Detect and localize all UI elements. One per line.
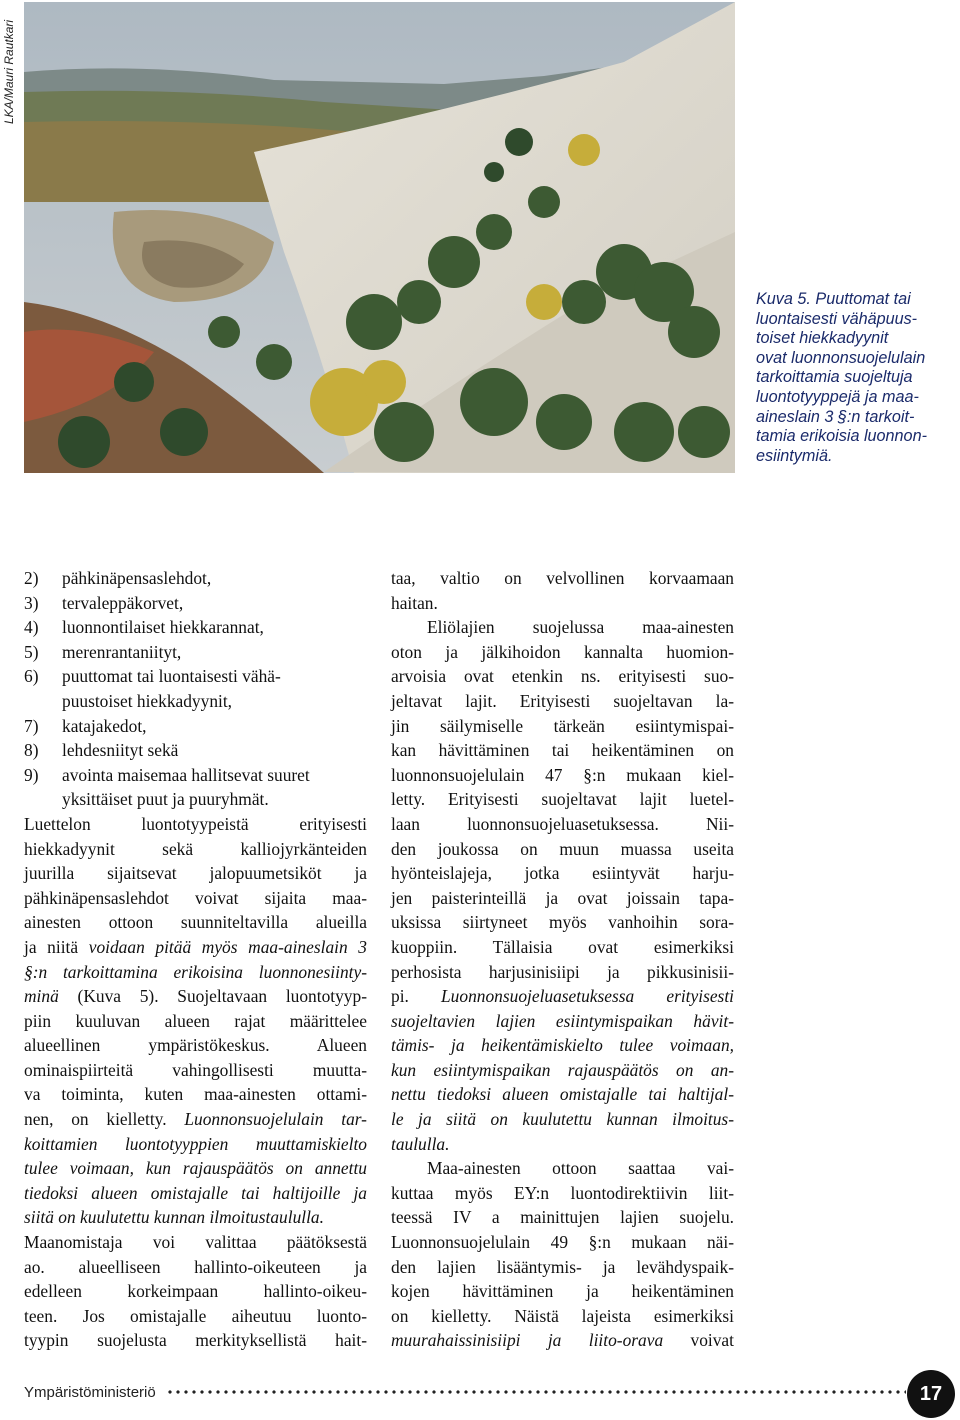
- text-line: [24, 935, 367, 960]
- photo-credit: LKA/Mauri Rautkari: [2, 19, 16, 124]
- list-text: merenrantaniityt,: [62, 641, 182, 662]
- italic-text: muurahaissinisiipi ja liito-orava: [391, 1330, 664, 1351]
- list-number: 3): [24, 592, 39, 613]
- right-column: [391, 566, 734, 1353]
- roman-text: ao. alueelliseen hallinto-oikeuteen ja: [24, 1256, 367, 1277]
- text-line: [391, 1205, 734, 1230]
- text-line: [24, 1328, 367, 1353]
- text-line: [391, 640, 734, 665]
- italic-text: suojeltavien lajien esiintymispaikan hävit-: [391, 1010, 734, 1031]
- text-line: [391, 615, 734, 640]
- text-line: [24, 1107, 367, 1132]
- roman-text: Luettelon luontotyypeistä erityisesti: [24, 813, 367, 834]
- list-item: [24, 689, 367, 714]
- dotted-rule: [166, 1388, 906, 1396]
- list-number: 8): [24, 740, 39, 761]
- list-text: katajakedot,: [62, 715, 147, 736]
- text-line: [24, 1230, 367, 1255]
- text-line: [24, 1132, 367, 1157]
- list-number: 5): [24, 641, 39, 662]
- roman-text: tyypin suojelusta merkityksellistä hait-: [24, 1330, 367, 1351]
- text-line: [391, 738, 734, 763]
- roman-text: kojen hävittäminen ja heikentäminen: [391, 1281, 734, 1302]
- roman-text: uksissa siirtyneet myös vanhoihin sora-: [391, 912, 734, 933]
- text-line: [391, 787, 734, 812]
- text-line: [24, 1082, 367, 1107]
- caption-line: luontaisesti vähäpuus-: [756, 309, 918, 328]
- list-text: lehdesniityt sekä: [62, 740, 179, 761]
- italic-text: koittamien luontotyyppien muuttamiskielto: [24, 1133, 367, 1154]
- caption-line: luontotyyppejä ja maa-: [756, 387, 919, 406]
- roman-text: hiekkadyynit sekä kalliojyrkänteiden: [24, 838, 367, 859]
- roman-text: kan hävittäminen tai heikentäminen on: [391, 740, 734, 761]
- text-line: [391, 960, 734, 985]
- text-line: [391, 1156, 734, 1181]
- list-item: [24, 640, 367, 665]
- roman-text: (Kuva 5). Suojeltavaan luontotyyp-: [58, 986, 367, 1007]
- text-line: [391, 1009, 734, 1034]
- list-item: [24, 787, 367, 812]
- roman-text: edelleen korkeimpaan hallinto-oikeu-: [24, 1281, 367, 1302]
- list-item: [24, 714, 367, 739]
- text-line: [391, 763, 734, 788]
- habitat-list: [24, 566, 367, 812]
- roman-text: juurilla sijaitsevat jalopuumetsiköt ja: [24, 863, 367, 884]
- roman-text: piin kuuluvan alueen rajat määrittelee: [24, 1010, 367, 1031]
- roman-text: Maanomistaja voi valittaa päätöksestä: [24, 1232, 367, 1253]
- list-item: [24, 591, 367, 616]
- italic-text: tulee voimaan, kun rajauspäätös on annettu: [24, 1158, 367, 1179]
- text-line: [391, 886, 734, 911]
- italic-text: nettu tiedoksi alueen omistajalle tai haltijal-: [391, 1084, 734, 1105]
- sand-dune-illustration: [24, 2, 735, 473]
- page-number: 17: [907, 1370, 955, 1418]
- list-number: 9): [24, 764, 39, 785]
- list-text: yksittäiset puut ja puuryhmät.: [62, 789, 269, 810]
- text-line: [24, 812, 367, 837]
- roman-text: kuoppiin. Tällaisia ovat esimerkiksi: [391, 936, 734, 957]
- list-item: [24, 615, 367, 640]
- roman-text: pähkinäpensaslehdot voivat sijaita maa-: [24, 887, 367, 908]
- text-line: [391, 1181, 734, 1206]
- roman-text: laan luonnonsuojeluasetuksessa. Nii-: [391, 813, 734, 834]
- text-line: [391, 664, 734, 689]
- publisher-name: Ympäristöministeriö: [24, 1384, 156, 1401]
- text-line: [391, 812, 734, 837]
- text-line: [391, 1304, 734, 1329]
- roman-text: oton ja jälkihoidon kannalta huomion-: [391, 641, 734, 662]
- list-number: 6): [24, 666, 39, 687]
- text-line: [24, 1156, 367, 1181]
- caption-line: tamia erikoisia luonnon-: [756, 427, 927, 446]
- text-line: [391, 1230, 734, 1255]
- text-line: [24, 1205, 367, 1230]
- text-line: [391, 861, 734, 886]
- roman-text: pi.: [391, 986, 442, 1007]
- text-line: [391, 591, 734, 616]
- caption-line: tarkoittamia suojeltuja: [756, 368, 913, 387]
- text-line: [391, 1107, 734, 1132]
- text-line: [391, 1255, 734, 1280]
- text-line: [24, 1033, 367, 1058]
- italic-text: tiedoksi alueen omistajalle tai haltijoille ja: [24, 1182, 367, 1203]
- text-line: [24, 1279, 367, 1304]
- caption-line: ovat luonnonsuojelulain: [756, 348, 926, 367]
- italic-text: siitä on kuulutettu kunnan ilmoitustaululla.: [24, 1207, 324, 1228]
- roman-text: letty. Erityisesti suojeltavat lajit luetel-: [391, 789, 734, 810]
- roman-text: alueellinen ympäristökeskus. Alueen: [24, 1035, 367, 1056]
- list-item: [24, 763, 367, 788]
- list-text: luonnontilaiset hiekkarannat,: [62, 617, 264, 638]
- list-text: tervaleppäkorvet,: [62, 592, 184, 613]
- text-line: [24, 861, 367, 886]
- page-footer: [24, 1382, 904, 1406]
- left-paragraph: [24, 812, 367, 1353]
- list-item: [24, 738, 367, 763]
- text-line: [391, 935, 734, 960]
- text-line: [391, 1132, 734, 1157]
- list-number: 4): [24, 617, 39, 638]
- roman-text: jeltavat lajit. Erityisesti suojeltavan la-: [391, 690, 734, 711]
- text-line: [24, 960, 367, 985]
- roman-text: den joukossa on muun muassa useita: [391, 838, 734, 859]
- roman-text: teessä IV a mainittujen lajien suojelu.: [391, 1207, 734, 1228]
- caption-line: toiset hiekkadyynit: [756, 329, 889, 348]
- caption-line: esiintymiä.: [756, 446, 833, 465]
- italic-text: tämis- ja heikentämiskielto tulee voimaan,: [391, 1035, 734, 1056]
- roman-text: Luonnonsuojelulain 49 §:n mukaan näi-: [391, 1232, 734, 1253]
- roman-text: den lajien lisääntymis- ja levähdyspaik-: [391, 1256, 734, 1277]
- list-text: pähkinäpensaslehdot,: [62, 568, 212, 588]
- roman-text: ominaispiirteitä vahingollisesti muutta-: [24, 1059, 367, 1080]
- text-line: [391, 910, 734, 935]
- text-line: [24, 1181, 367, 1206]
- italic-text: §:n tarkoittamina erikoisina luonnonesiinty-: [24, 961, 367, 982]
- roman-text: ja niitä: [24, 936, 89, 957]
- text-line: [24, 1058, 367, 1083]
- roman-text: jin säilymiselle tärkeän esiintymispai-: [391, 715, 734, 736]
- italic-text: Luonnonsuojelulain tar-: [184, 1109, 367, 1130]
- figure-caption: [756, 290, 958, 466]
- italic-text: Luonnonsuojeluasetuksessa erityisesti: [441, 986, 734, 1007]
- roman-text: hyönteislajeja, jotka esiintyvät harju-: [391, 863, 734, 884]
- list-item: [24, 566, 367, 591]
- text-line: [391, 1279, 734, 1304]
- text-line: [24, 1255, 367, 1280]
- italic-text: voidaan pitää myös maa-aineslain 3: [88, 936, 367, 957]
- text-line: [24, 886, 367, 911]
- text-line: [391, 1328, 734, 1353]
- text-line: [391, 714, 734, 739]
- text-line: [24, 910, 367, 935]
- roman-text: va toiminta, kuten maa-ainesten ottami-: [24, 1084, 367, 1105]
- roman-text: Eliölajien suojelussa maa-ainesten: [427, 617, 734, 638]
- text-line: [24, 837, 367, 862]
- roman-text: jen paisterinteillä ja ovat joissain tapa-: [391, 887, 734, 908]
- text-line: [391, 1033, 734, 1058]
- list-item: [24, 664, 367, 689]
- caption-line: Kuva 5. Puuttomat tai: [756, 290, 911, 308]
- list-text: avointa maisemaa hallitsevat suuret: [62, 764, 310, 785]
- text-line: [391, 566, 734, 591]
- italic-text: kun esiintymispaikan rajauspäätös on an-: [391, 1059, 734, 1080]
- list-number: 7): [24, 715, 39, 736]
- text-line: [391, 1082, 734, 1107]
- roman-text: luonnonsuojelulain 47 §:n mukaan kiel-: [391, 764, 734, 785]
- text-line: [24, 984, 367, 1009]
- roman-text: voivat: [663, 1330, 734, 1351]
- roman-text: perhosista harjusinisiipi ja pikkusinisii-: [391, 961, 734, 982]
- landscape-photo: [24, 2, 735, 473]
- roman-text: haitan.: [391, 592, 438, 613]
- roman-text: nen, on kielletty.: [24, 1109, 185, 1130]
- text-line: [391, 689, 734, 714]
- list-number: 2): [24, 568, 39, 588]
- roman-text: kuttaa myös EY:n luontodirektiivin liit-: [391, 1182, 734, 1203]
- roman-text: ainesten ottoon suunniteltavilla alueilla: [24, 912, 367, 933]
- roman-text: Maa-ainesten ottoon saattaa vai-: [427, 1158, 734, 1179]
- text-line: [24, 1304, 367, 1329]
- roman-text: taa, valtio on velvollinen korvaamaan: [391, 568, 734, 588]
- roman-text: arvoisia ovat etenkin ns. erityisesti suo-: [391, 666, 734, 687]
- caption-line: aineslain 3 §:n tarkoit-: [756, 407, 915, 426]
- text-line: [391, 984, 734, 1009]
- left-column: [24, 566, 367, 1353]
- roman-text: on kielletty. Näistä lajeista esimerkiksi: [391, 1305, 734, 1326]
- list-text: puustoiset hiekkadyynit,: [62, 690, 233, 711]
- italic-text: taululla.: [391, 1133, 450, 1154]
- italic-text: minä: [24, 986, 59, 1007]
- roman-text: teen. Jos omistajalle aiheutuu luonto-: [24, 1305, 367, 1326]
- list-text: puuttomat tai luontaisesti vähä-: [62, 666, 281, 687]
- text-line: [391, 1058, 734, 1083]
- text-line: [391, 837, 734, 862]
- text-line: [24, 1009, 367, 1034]
- italic-text: le ja siitä on kuulutettu kunnan ilmoitus-: [391, 1109, 734, 1130]
